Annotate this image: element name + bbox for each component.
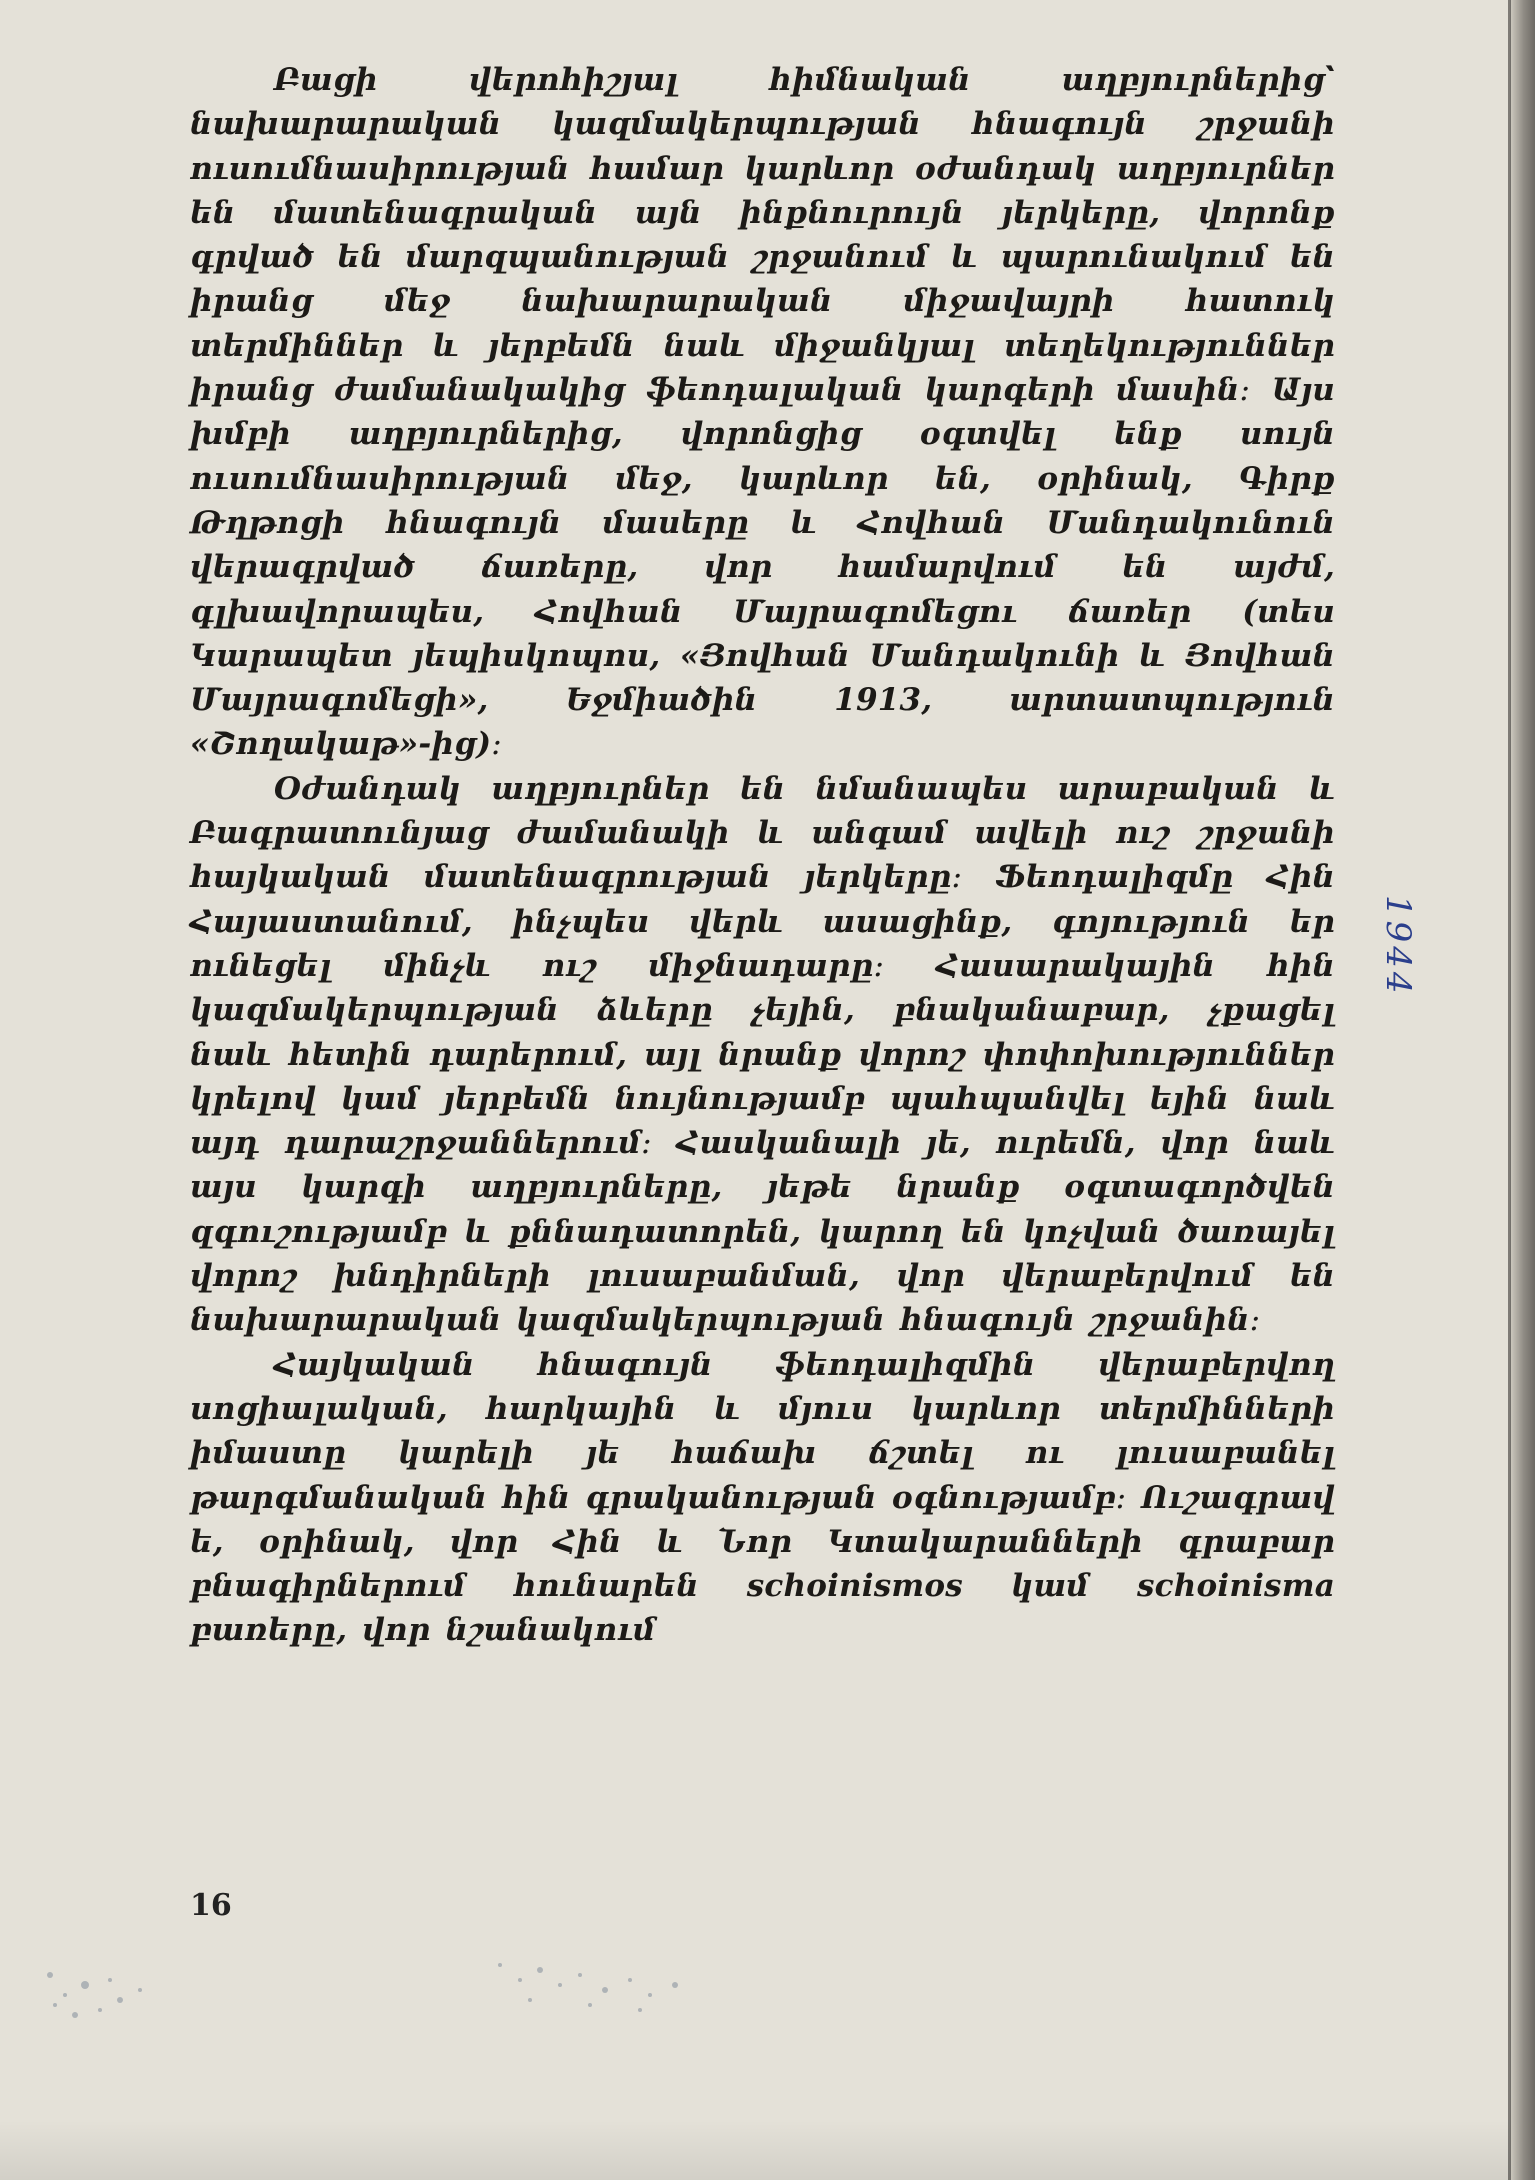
paragraph-1: Բացի վերոհիշյալ հիմնական աղբյուրներից՝ նախարարական կազմակերպության հնագույն շրջանի ուսումնասիրության համար կարևոր օժանդակ աղբյուրներ են մատենագրական այն ինքնուրույն յերկերը, վորոնք գրված են մարզպանության շրջանում և պարունակում են իրանց մեջ նախարարական միջավայրի հատուկ տերմիններ և յերբեմն նաև միջանկյալ տեղեկություններ իրանց ժամանակակից ֆեոդալական կարգերի մասին։ Այս խմբի աղբյուրներից, վորոնցից օգտվել ենք սույն ուսումնասիրության մեջ, կարևոր են, օրինակ, Գիրք Թղթոցի հնագույն մասերը և Հովհան Մանդակունուն վերագրված ճառերը, վոր համարվում են այժմ, գլխավորապես, Հովհան Մայրագոմեցու ճառեր (տես Կարապետ յեպիսկոպոս, «Յովհան Մանդակունի և Յովհան Մայրագոմեցի», Եջմիածին 1913, արտատպություն «Շողակաթ»-ից)։ xyxy=(190,62,1335,763)
page-bottom-shadow xyxy=(0,2120,1510,2180)
book-spine xyxy=(1510,0,1535,2180)
page-number: 16 xyxy=(190,1888,232,1923)
main-text xyxy=(190,58,1335,1653)
spine-edge-line xyxy=(1508,0,1511,2180)
paragraph-3: Հայկական հնագույն ֆեոդալիզմին վերաբերվող սոցիալական, հարկային և մյուս կարևոր տերմինների իմաստը կարելի յե հաճախ ճշտել ու լուսաբանել թարգմանական հին գրականության օգնությամբ։ Ուշագրավ ե, օրինակ, վոր Հին և Նոր Կտակարանների գրաբար բնագիրներում հունարեն schoinismos կամ schoinisma բառերը, վոր նշանակում xyxy=(190,1346,1335,1649)
paragraph-2: Օժանդակ աղբյուրներ են նմանապես արաբական և Բագրատունյաց ժամանակի և անգամ ավելի ուշ շրջանի հայկական մատենագրության յերկերը։ Ֆեոդալիզմը Հին Հայաստանում, ինչպես վերև ասացինք, գոյություն եր ունեցել մինչև ուշ միջնադարը։ Հասարակային հին կազմակերպության ձևերը չեյին, բնականաբար, չքացել նաև հետին դարերում, այլ նրանք վորոշ փոփոխություններ կրելով կամ յերբեմն նույնությամբ պահպանվել եյին նաև այդ դարաշրջաններում։ Հասկանալի յե, ուրեմն, վոր նաև այս կարգի աղբյուրները, յեթե նրանք օգտագործվեն զգուշությամբ և քննադատորեն, կարող են կոչվան ծառայել վորոշ խնդիրների լուսաբանման, վոր վերաբերվում են նախարարական կազմակերպության հնագույն շրջանին։ xyxy=(190,770,1335,1339)
handwritten-margin-note: 1944 xyxy=(1378,895,1418,998)
paper-speckle-decoration xyxy=(30,1945,750,2055)
